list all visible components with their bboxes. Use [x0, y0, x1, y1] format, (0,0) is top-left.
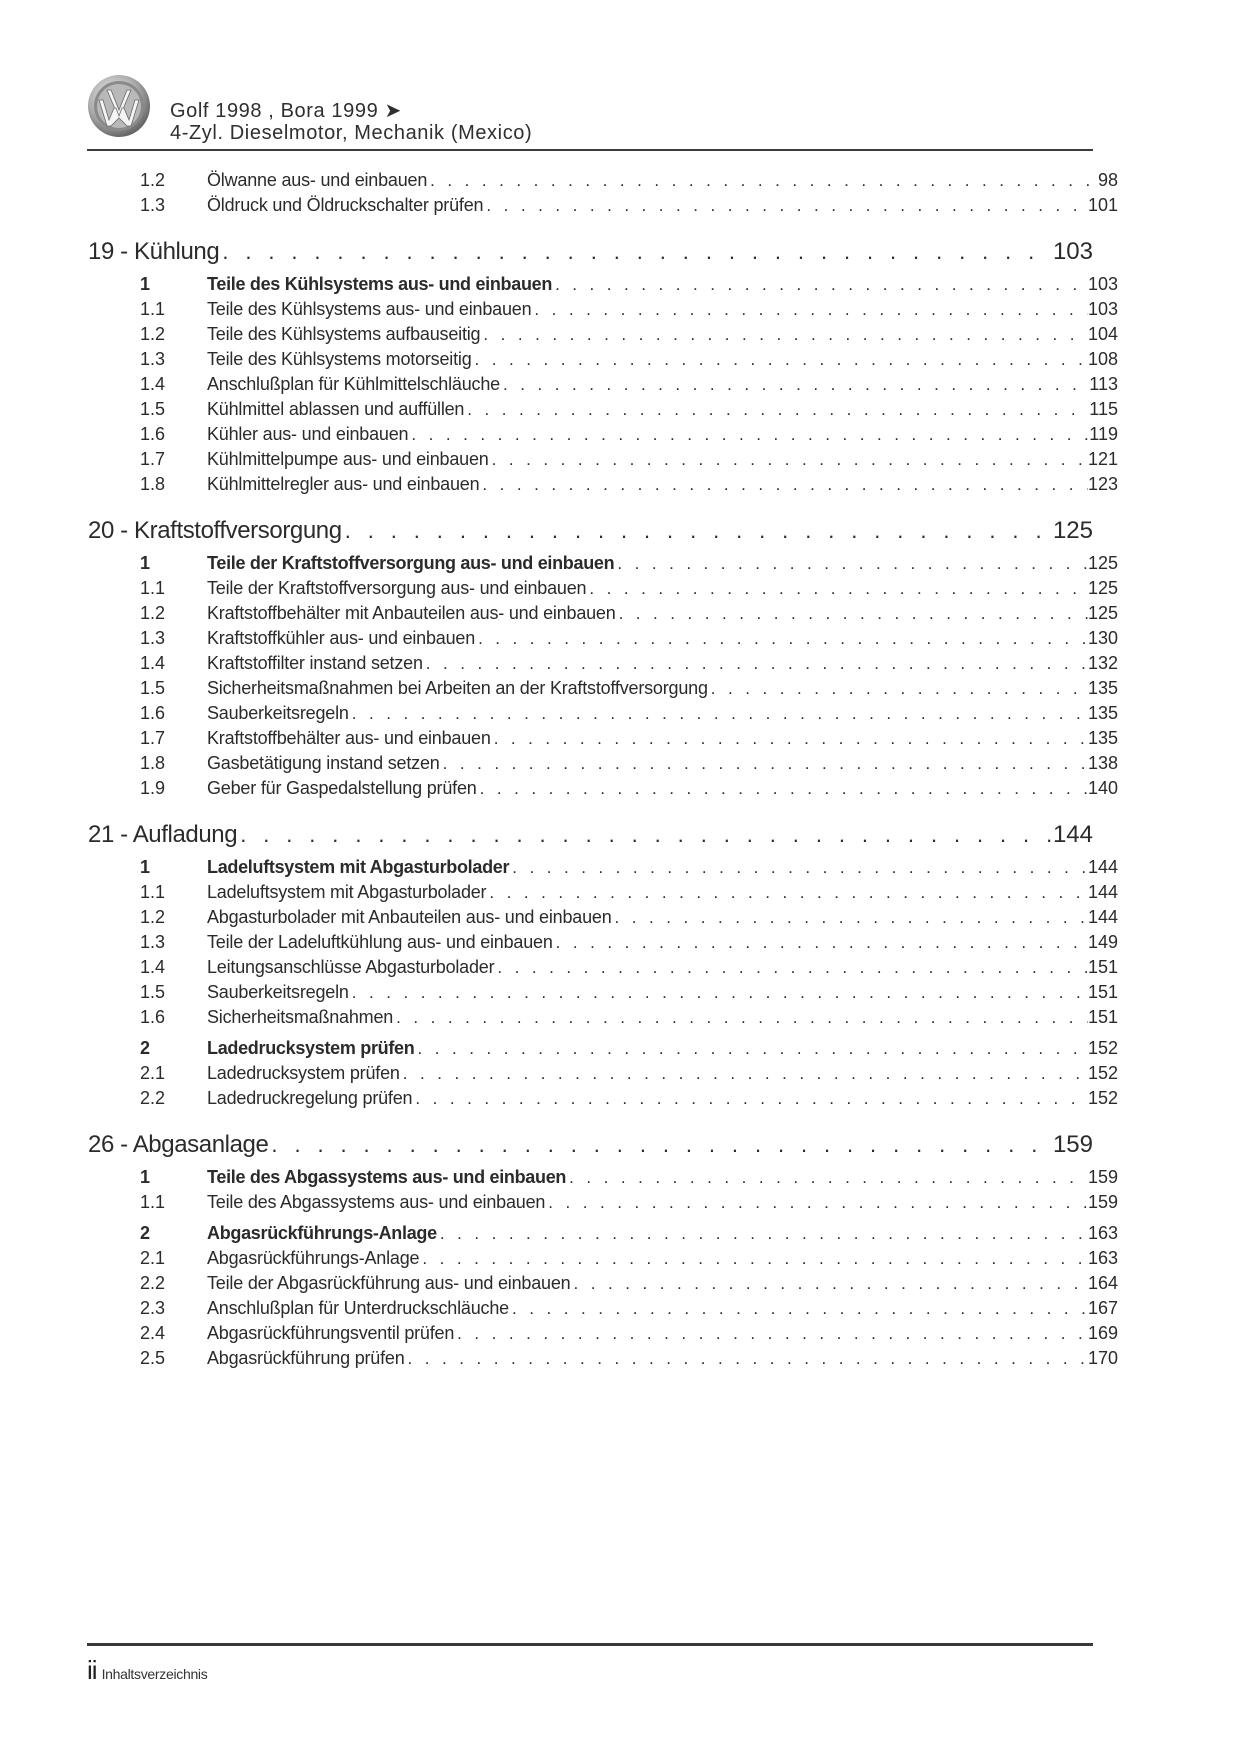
entry-title: Kraftstoffbehälter mit Anbauteilen aus- und einbauen [207, 603, 616, 623]
entry-title: 19 - Kühlung [88, 238, 220, 265]
toc-subentry[interactable] [88, 776, 1118, 801]
entry-title: Abgasturbolader mit Anbauteilen aus- und einbauen [207, 907, 612, 927]
entry-number: 1.7 [140, 728, 166, 748]
entry-page-number: 152 [1087, 1038, 1118, 1058]
entry-title: Sauberkeitsregeln [207, 982, 349, 1002]
entry-page-number: 135 [1087, 703, 1118, 723]
entry-number: 1.2 [140, 170, 166, 190]
entry-number: 1.3 [140, 628, 166, 648]
entry-number: 1.2 [140, 324, 166, 344]
toc-subentry[interactable] [88, 168, 1118, 193]
entry-number: 1 [140, 274, 150, 294]
entry-title: Ladeluftsystem mit Abgasturbolader [207, 857, 510, 877]
entry-page-number: 159 [1052, 1131, 1093, 1158]
entry-page-number: 144 [1087, 907, 1118, 927]
title-line-1: Golf 1998 , Bora 1999 ➤ [170, 100, 402, 122]
toc-section[interactable] [88, 1036, 1118, 1061]
dot-leader [268, 1125, 1053, 1165]
entry-page-number: 119 [1089, 424, 1118, 444]
entry-title: Teile des Kühlsystems aus- und einbauen [207, 274, 553, 294]
toc-subentry[interactable] [88, 1190, 1118, 1215]
entry-page-number: 163 [1087, 1223, 1118, 1243]
entry-title: Teile der Ladeluftkühlung aus- und einbauen [207, 932, 553, 952]
dot-leader [437, 1221, 1088, 1246]
toc-section[interactable] [88, 551, 1118, 576]
entry-number: 1.9 [140, 778, 166, 798]
entry-number: 1.4 [140, 374, 166, 394]
toc-subentry[interactable] [88, 651, 1118, 676]
entry-number: 1.4 [140, 653, 166, 673]
footer-section-label: Inhaltsverzeichnis [101, 1666, 208, 1682]
entry-page-number: 135 [1087, 728, 1118, 748]
entry-title: 20 - Kraftstoffversorgung [88, 517, 342, 544]
entry-page-number: 123 [1087, 474, 1118, 494]
entry-title: Teile der Kraftstoffversorgung aus- und einbauen [207, 578, 587, 598]
entry-number: 1.8 [140, 474, 166, 494]
entry-page-number: 169 [1087, 1323, 1118, 1343]
entry-title: Teile des Kühlsystems aus- und einbauen [207, 299, 532, 319]
entry-page-number: 152 [1087, 1088, 1118, 1108]
toc-subentry[interactable] [88, 447, 1118, 472]
toc-subentry[interactable] [88, 193, 1118, 218]
entry-page-number: 113 [1089, 374, 1118, 394]
toc-subentry[interactable] [88, 372, 1118, 397]
dot-leader [491, 726, 1088, 751]
toc-subentry[interactable] [88, 1346, 1118, 1371]
toc-subentry[interactable] [88, 751, 1118, 776]
dot-leader [423, 651, 1088, 676]
dot-leader [494, 955, 1088, 980]
toc-subentry[interactable] [88, 880, 1118, 905]
vw-logo-icon [87, 74, 151, 138]
entry-title: Ladedrucksystem prüfen [207, 1038, 415, 1058]
dot-leader [440, 751, 1088, 776]
entry-number: 2.2 [140, 1273, 166, 1293]
dot-leader [509, 855, 1088, 880]
dot-leader [570, 1271, 1087, 1296]
entry-page-number: 170 [1087, 1348, 1118, 1368]
dot-leader [237, 815, 1053, 855]
toc-subentry[interactable] [88, 322, 1118, 347]
toc-subentry[interactable] [88, 1005, 1118, 1030]
entry-title: Teile des Abgassystems aus- und einbauen [207, 1192, 546, 1212]
dot-leader [500, 372, 1089, 397]
entry-page-number: 125 [1087, 603, 1118, 623]
entry-page-number: 125 [1087, 553, 1118, 573]
toc-subentry[interactable] [88, 905, 1118, 930]
dot-leader [586, 576, 1088, 601]
entry-title: Kühler aus- und einbauen [207, 424, 409, 444]
dot-leader [480, 322, 1088, 347]
entry-number: 2 [140, 1038, 150, 1058]
toc-subentry[interactable] [88, 1246, 1118, 1271]
entry-page-number: 159 [1087, 1167, 1118, 1187]
entry-number: 1.2 [140, 603, 166, 623]
toc-subentry[interactable] [88, 1086, 1118, 1111]
toc-subentry[interactable] [88, 1296, 1118, 1321]
entry-title: Kraftstoffilter instand setzen [207, 653, 423, 673]
toc-subentry[interactable] [88, 601, 1118, 626]
dot-leader [405, 1346, 1088, 1371]
entry-number: 1.6 [140, 1007, 166, 1027]
toc-subentry[interactable] [88, 397, 1118, 422]
entry-page-number: 152 [1087, 1063, 1118, 1083]
entry-title: Geber für Gaspedalstellung prüfen [207, 778, 477, 798]
toc-subentry[interactable] [88, 930, 1118, 955]
table-of-contents [88, 168, 1118, 1371]
entry-title: Abgasrückführung prüfen [207, 1348, 405, 1368]
entry-title: Anschlußplan für Unterdruckschläuche [207, 1298, 509, 1318]
entry-number: 2 [140, 1223, 150, 1243]
entry-page-number: 104 [1087, 324, 1118, 344]
entry-page-number: 125 [1087, 578, 1118, 598]
entry-page-number: 132 [1087, 653, 1118, 673]
entry-number: 1.7 [140, 449, 166, 469]
dot-leader [349, 980, 1088, 1005]
dot-leader [486, 880, 1088, 905]
dot-leader [566, 1165, 1088, 1190]
entry-page-number: 115 [1089, 399, 1118, 419]
entry-title: Ladeluftsystem mit Abgasturbolader [207, 882, 487, 902]
dot-leader [614, 551, 1088, 576]
toc-subentry[interactable] [88, 297, 1118, 322]
entry-title: Teile des Kühlsystems motorseitig [207, 349, 472, 369]
dot-leader [509, 1296, 1088, 1321]
entry-page-number: 151 [1087, 982, 1118, 1002]
entry-number: 1.6 [140, 703, 166, 723]
dot-leader [479, 472, 1088, 497]
entry-number: 2.4 [140, 1323, 166, 1343]
toc-chapter[interactable] [88, 1125, 1093, 1165]
toc-subentry[interactable] [88, 1271, 1118, 1296]
entry-page-number: 144 [1052, 821, 1093, 848]
toc-subentry[interactable] [88, 347, 1118, 372]
entry-title: Abgasrückführungs-Anlage [207, 1248, 420, 1268]
entry-page-number: 125 [1052, 517, 1093, 544]
entry-number: 1 [140, 1167, 150, 1187]
entry-page-number: 159 [1087, 1192, 1118, 1212]
entry-page-number: 108 [1087, 349, 1118, 369]
dot-leader [616, 601, 1088, 626]
entry-title: Teile des Kühlsystems aufbauseitig [207, 324, 481, 344]
toc-subentry[interactable] [88, 422, 1118, 447]
toc-subentry[interactable] [88, 726, 1118, 751]
entry-page-number: 167 [1087, 1298, 1118, 1318]
page-footer [87, 1655, 207, 1686]
entry-title: Kühlmittelregler aus- und einbauen [207, 474, 480, 494]
entry-number: 1.3 [140, 349, 166, 369]
dot-leader [408, 422, 1089, 447]
entry-page-number: 98 [1097, 170, 1118, 190]
toc-chapter[interactable] [88, 511, 1093, 551]
toc-section[interactable] [88, 855, 1118, 880]
entry-title: Ladedruckregelung prüfen [207, 1088, 413, 1108]
entry-title: Kühlmittelpumpe aus- und einbauen [207, 449, 489, 469]
entry-number: 2.2 [140, 1088, 166, 1108]
dot-leader [464, 397, 1089, 422]
dot-leader [489, 447, 1088, 472]
entry-page-number: 135 [1087, 678, 1118, 698]
dot-leader [219, 232, 1053, 272]
toc-section[interactable] [88, 1221, 1118, 1246]
entry-number: 1.3 [140, 195, 166, 215]
dot-leader [477, 776, 1088, 801]
entry-number: 1.1 [140, 882, 166, 902]
entry-number: 2.3 [140, 1298, 166, 1318]
toc-section[interactable] [88, 272, 1118, 297]
entry-title: Ölwanne aus- und einbauen [207, 170, 428, 190]
toc-section[interactable] [88, 1165, 1118, 1190]
entry-title: Teile der Abgasrückführung aus- und einbauen [207, 1273, 571, 1293]
entry-page-number: 144 [1087, 882, 1118, 902]
entry-page-number: 163 [1087, 1248, 1118, 1268]
dot-leader [400, 1061, 1088, 1086]
toc-subentry[interactable] [88, 472, 1118, 497]
toc-subentry[interactable] [88, 955, 1118, 980]
toc-subentry[interactable] [88, 626, 1118, 651]
toc-subentry[interactable] [88, 676, 1118, 701]
toc-chapter[interactable] [88, 232, 1093, 272]
entry-page-number: 144 [1087, 857, 1118, 877]
dot-leader [708, 676, 1088, 701]
dot-leader [349, 701, 1088, 726]
entry-number: 1.4 [140, 957, 166, 977]
entry-title: Teile des Abgassystems aus- und einbauen [207, 1167, 567, 1187]
entry-page-number: 103 [1052, 238, 1093, 265]
entry-title: Sauberkeitsregeln [207, 703, 349, 723]
dot-leader [419, 1246, 1088, 1271]
dot-leader [472, 347, 1088, 372]
entry-number: 1 [140, 553, 150, 573]
entry-number: 2.1 [140, 1248, 166, 1268]
dot-leader [475, 626, 1088, 651]
entry-title: Abgasrückführungs-Anlage [207, 1223, 437, 1243]
entry-number: 1.1 [140, 578, 166, 598]
dot-leader [553, 930, 1088, 955]
toc-subentry[interactable] [88, 701, 1118, 726]
dot-leader [454, 1321, 1088, 1346]
dot-leader [483, 193, 1088, 218]
dot-leader [545, 1190, 1088, 1215]
page-number: ii [87, 1655, 97, 1685]
entry-number: 2.1 [140, 1063, 166, 1083]
dot-leader [412, 1086, 1088, 1111]
entry-number: 2.5 [140, 1348, 166, 1368]
entry-title: Ladedrucksystem prüfen [207, 1063, 400, 1083]
dot-leader [531, 297, 1088, 322]
title-line-2: 4-Zyl. Dieselmotor, Mechanik (Mexico) [170, 122, 533, 144]
entry-page-number: 121 [1087, 449, 1118, 469]
dot-leader [414, 1036, 1087, 1061]
entry-number: 1.8 [140, 753, 166, 773]
dot-leader [612, 905, 1088, 930]
entry-page-number: 140 [1087, 778, 1118, 798]
entry-number: 1.1 [140, 299, 166, 319]
page-header [87, 70, 1093, 150]
entry-page-number: 130 [1087, 628, 1118, 648]
entry-number: 1.2 [140, 907, 166, 927]
entry-page-number: 164 [1087, 1273, 1118, 1293]
entry-title: Abgasrückführungsventil prüfen [207, 1323, 455, 1343]
entry-title: Teile der Kraftstoffversorgung aus- und einbauen [207, 553, 615, 573]
entry-title: Kraftstoffbehälter aus- und einbauen [207, 728, 491, 748]
header-divider [87, 149, 1093, 151]
entry-page-number: 138 [1087, 753, 1118, 773]
entry-number: 1 [140, 857, 150, 877]
entry-title: 21 - Aufladung [88, 821, 238, 848]
toc-subentry[interactable] [88, 1061, 1118, 1086]
entry-page-number: 151 [1087, 1007, 1118, 1027]
entry-page-number: 151 [1087, 957, 1118, 977]
entry-page-number: 101 [1087, 195, 1118, 215]
dot-leader [427, 168, 1098, 193]
document-title [170, 100, 532, 144]
toc-subentry[interactable] [88, 980, 1118, 1005]
entry-page-number: 103 [1087, 299, 1118, 319]
footer-divider [87, 1643, 1093, 1646]
entry-title: Leitungsanschlüsse Abgasturbolader [207, 957, 495, 977]
entry-title: Öldruck und Öldruckschalter prüfen [207, 195, 484, 215]
entry-title: 26 - Abgasanlage [88, 1131, 269, 1158]
dot-leader [342, 511, 1053, 551]
entry-number: 1.3 [140, 932, 166, 952]
entry-page-number: 149 [1087, 932, 1118, 952]
entry-title: Gasbetätigung instand setzen [207, 753, 440, 773]
entry-number: 1.5 [140, 678, 166, 698]
dot-leader [393, 1005, 1088, 1030]
entry-number: 1.5 [140, 399, 166, 419]
toc-subentry[interactable] [88, 1321, 1118, 1346]
entry-title: Kraftstoffkühler aus- und einbauen [207, 628, 476, 648]
toc-subentry[interactable] [88, 576, 1118, 601]
entry-title: Sicherheitsmaßnahmen [207, 1007, 394, 1027]
entry-number: 1.6 [140, 424, 166, 444]
entry-title: Sicherheitsmaßnahmen bei Arbeiten an der Kraftstoffversorgung [207, 678, 708, 698]
toc-chapter[interactable] [88, 815, 1093, 855]
entry-page-number: 103 [1087, 274, 1118, 294]
entry-number: 1.5 [140, 982, 166, 1002]
dot-leader [552, 272, 1088, 297]
entry-number: 1.1 [140, 1192, 166, 1212]
entry-title: Kühlmittel ablassen und auffüllen [207, 399, 465, 419]
entry-title: Anschlußplan für Kühlmittelschläuche [207, 374, 500, 394]
